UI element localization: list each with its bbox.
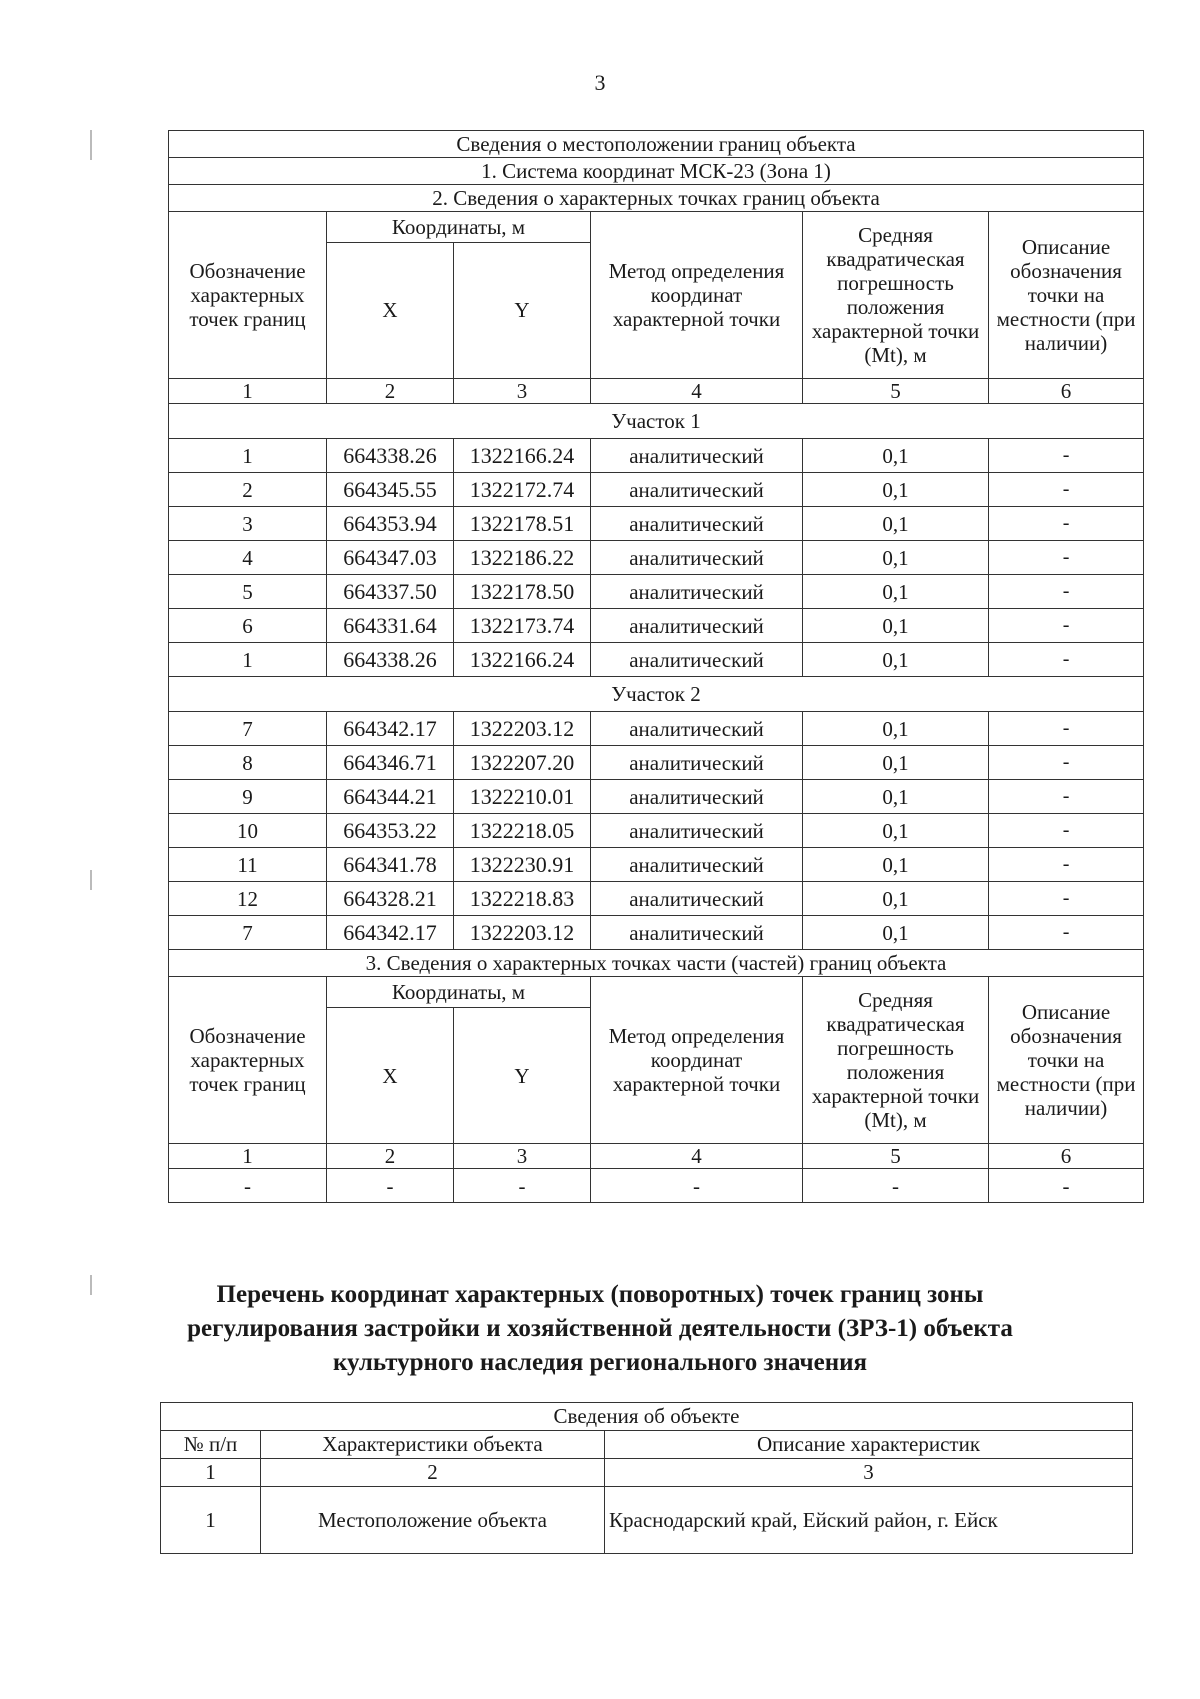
coord-x: 664328.21 — [327, 882, 454, 916]
point-number: 7 — [169, 712, 327, 746]
object-location-description: Краснодарский край, Ейский район, г. Ейск — [605, 1487, 1133, 1554]
coord-y: 1322218.83 — [454, 882, 591, 916]
table-row — [169, 916, 1144, 950]
point-description: - — [989, 780, 1144, 814]
method: аналитический — [591, 439, 803, 473]
point-number: 12 — [169, 882, 327, 916]
table-row — [169, 439, 1144, 473]
method: аналитический — [591, 541, 803, 575]
coordinate-system: 1. Система координат МСК-23 (Зона 1) — [169, 158, 1144, 185]
coord-x: 664345.55 — [327, 473, 454, 507]
column-number: 5 — [803, 379, 989, 404]
mt-value: 0,1 — [803, 814, 989, 848]
point-description: - — [989, 507, 1144, 541]
point-number: 4 — [169, 541, 327, 575]
point-number: - — [169, 1169, 327, 1203]
heading-line: регулирования застройки и хозяйственной деятельности (ЗРЗ-1) объекта — [187, 1315, 1013, 1342]
point-number: 8 — [169, 746, 327, 780]
coord-x: - — [327, 1169, 454, 1203]
method: аналитический — [591, 473, 803, 507]
boundary-coordinates-table — [168, 130, 1144, 1203]
table-row — [169, 814, 1144, 848]
header-y: Y — [454, 243, 591, 379]
table-row — [169, 848, 1144, 882]
coord-x: 664341.78 — [327, 848, 454, 882]
object-row-number: 1 — [161, 1487, 261, 1554]
table-row — [169, 609, 1144, 643]
coord-y: 1322230.91 — [454, 848, 591, 882]
point-description: - — [989, 1169, 1144, 1203]
coord-y: 1322218.05 — [454, 814, 591, 848]
column-number: 1 — [161, 1459, 261, 1487]
coord-y: 1322178.50 — [454, 575, 591, 609]
table-row — [169, 507, 1144, 541]
point-description: - — [989, 473, 1144, 507]
method: аналитический — [591, 746, 803, 780]
point-description: - — [989, 643, 1144, 677]
header-designation: Обозначение характерных точек границ — [169, 212, 327, 379]
coord-y: 1322186.22 — [454, 541, 591, 575]
table-row — [169, 746, 1144, 780]
section-3-title: 3. Сведения о характерных точках части (частей) границ объекта — [169, 950, 1144, 977]
mt-value: 0,1 — [803, 916, 989, 950]
point-description: - — [989, 575, 1144, 609]
table-row — [169, 882, 1144, 916]
table-row — [169, 541, 1144, 575]
header-description: Описание обозначения точки на местности (при наличии) — [989, 212, 1144, 379]
section-2-title: 2. Сведения о характерных точках границ объекта — [169, 185, 1144, 212]
point-number: 7 — [169, 916, 327, 950]
column-number: 3 — [605, 1459, 1133, 1487]
coord-x: 664342.17 — [327, 916, 454, 950]
coord-x: 664331.64 — [327, 609, 454, 643]
mt-value: 0,1 — [803, 473, 989, 507]
method: аналитический — [591, 882, 803, 916]
table-row — [169, 780, 1144, 814]
point-description: - — [989, 712, 1144, 746]
header-mt: Средняя квадратическая погрешность положения характерной точки (Mt), м — [803, 212, 989, 379]
mt-value: 0,1 — [803, 609, 989, 643]
point-description: - — [989, 848, 1144, 882]
mt-value: 0,1 — [803, 712, 989, 746]
method: аналитический — [591, 848, 803, 882]
document-heading — [150, 1278, 1050, 1380]
point-description: - — [989, 882, 1144, 916]
column-number: 5 — [803, 1144, 989, 1169]
coord-x: 664344.21 — [327, 780, 454, 814]
table-row — [169, 575, 1144, 609]
coord-x: 664353.22 — [327, 814, 454, 848]
mt-value: 0,1 — [803, 507, 989, 541]
point-description: - — [989, 439, 1144, 473]
method: аналитический — [591, 609, 803, 643]
header-method: Метод определения координат характерной точки — [591, 977, 803, 1144]
header-description: Описание характеристик — [605, 1431, 1133, 1459]
method: аналитический — [591, 712, 803, 746]
coord-x: 664346.71 — [327, 746, 454, 780]
column-number-row — [169, 379, 1144, 404]
scan-margin-mark — [90, 1275, 92, 1295]
object-info-table — [160, 1402, 1133, 1554]
mt-value: - — [803, 1169, 989, 1203]
column-number: 2 — [327, 379, 454, 404]
mt-value: 0,1 — [803, 882, 989, 916]
coord-x: 664337.50 — [327, 575, 454, 609]
column-number: 6 — [989, 379, 1144, 404]
scan-margin-mark — [90, 870, 92, 890]
header-method: Метод определения координат характерной точки — [591, 212, 803, 379]
point-description: - — [989, 746, 1144, 780]
method: аналитический — [591, 916, 803, 950]
coord-y: 1322166.24 — [454, 439, 591, 473]
coord-x: 664347.03 — [327, 541, 454, 575]
coord-x: 664338.26 — [327, 643, 454, 677]
column-number: 6 — [989, 1144, 1144, 1169]
table-title: Сведения о местоположении границ объекта — [169, 131, 1144, 158]
heading-line: культурного наследия регионального значения — [332, 1349, 868, 1376]
coord-y: 1322166.24 — [454, 643, 591, 677]
coord-y: 1322178.51 — [454, 507, 591, 541]
point-number: 1 — [169, 439, 327, 473]
coord-y: 1322172.74 — [454, 473, 591, 507]
point-number: 10 — [169, 814, 327, 848]
table-row — [169, 473, 1144, 507]
column-number: 2 — [327, 1144, 454, 1169]
column-number-row — [169, 1144, 1144, 1169]
coord-y: - — [454, 1169, 591, 1203]
method: аналитический — [591, 780, 803, 814]
table-row — [169, 712, 1144, 746]
header-coordinates: Координаты, м — [327, 212, 591, 243]
method: аналитический — [591, 643, 803, 677]
plot-title: Участок 1 — [169, 404, 1144, 439]
point-description: - — [989, 541, 1144, 575]
table-row — [169, 1169, 1144, 1203]
header-y: Y — [454, 1008, 591, 1144]
coord-x: 664342.17 — [327, 712, 454, 746]
coord-y: 1322207.20 — [454, 746, 591, 780]
method: аналитический — [591, 814, 803, 848]
column-number: 1 — [169, 379, 327, 404]
method: аналитический — [591, 575, 803, 609]
header-mt: Средняя квадратическая погрешность положения характерной точки (Mt), м — [803, 977, 989, 1144]
header-x: X — [327, 243, 454, 379]
object-characteristic: Местоположение объекта — [261, 1487, 605, 1554]
point-number: 9 — [169, 780, 327, 814]
header-characteristics: Характеристики объекта — [261, 1431, 605, 1459]
column-number: 3 — [454, 1144, 591, 1169]
column-number: 4 — [591, 1144, 803, 1169]
header-description: Описание обозначения точки на местности (при наличии) — [989, 977, 1144, 1144]
coord-x: 664353.94 — [327, 507, 454, 541]
header-coordinates: Координаты, м — [327, 977, 591, 1008]
heading-line: Перечень координат характерных (поворотных) точек границ зоны — [216, 1281, 984, 1308]
mt-value: 0,1 — [803, 780, 989, 814]
header-x: X — [327, 1008, 454, 1144]
table-row — [169, 643, 1144, 677]
mt-value: 0,1 — [803, 439, 989, 473]
point-description: - — [989, 609, 1144, 643]
column-number: 2 — [261, 1459, 605, 1487]
column-number: 4 — [591, 379, 803, 404]
mt-value: 0,1 — [803, 643, 989, 677]
scan-margin-mark — [90, 130, 92, 160]
column-number: 1 — [169, 1144, 327, 1169]
mt-value: 0,1 — [803, 746, 989, 780]
point-number: 3 — [169, 507, 327, 541]
coord-y: 1322203.12 — [454, 712, 591, 746]
mt-value: 0,1 — [803, 541, 989, 575]
point-description: - — [989, 814, 1144, 848]
header-designation: Обозначение характерных точек границ — [169, 977, 327, 1144]
point-number: 2 — [169, 473, 327, 507]
method: - — [591, 1169, 803, 1203]
coord-y: 1322173.74 — [454, 609, 591, 643]
coord-x: 664338.26 — [327, 439, 454, 473]
point-number: 6 — [169, 609, 327, 643]
column-number: 3 — [454, 379, 591, 404]
point-number: 5 — [169, 575, 327, 609]
mt-value: 0,1 — [803, 848, 989, 882]
plot-title: Участок 2 — [169, 677, 1144, 712]
point-description: - — [989, 916, 1144, 950]
coord-y: 1322203.12 — [454, 916, 591, 950]
header-row-number: № п/п — [161, 1431, 261, 1459]
coord-y: 1322210.01 — [454, 780, 591, 814]
page-number: 3 — [594, 70, 606, 95]
object-table-title: Сведения об объекте — [161, 1403, 1133, 1431]
point-number: 11 — [169, 848, 327, 882]
mt-value: 0,1 — [803, 575, 989, 609]
point-number: 1 — [169, 643, 327, 677]
method: аналитический — [591, 507, 803, 541]
